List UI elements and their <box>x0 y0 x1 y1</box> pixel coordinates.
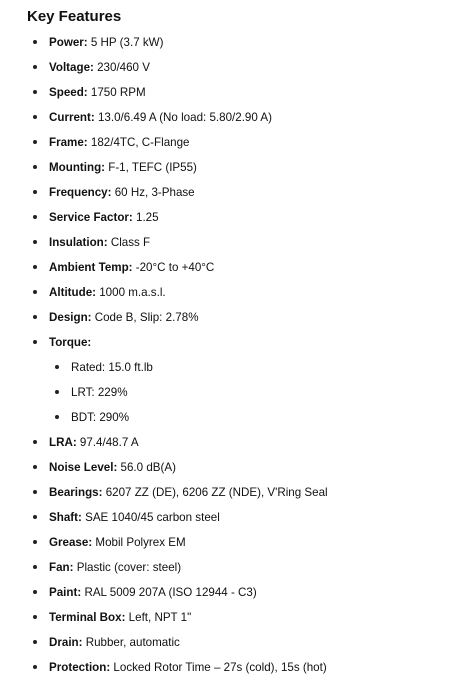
feature-value: Class F <box>107 236 151 249</box>
feature-value: 60 Hz, 3-Phase <box>111 186 195 199</box>
feature-label: Grease: <box>49 536 93 549</box>
sub-list-item-bdt <box>0 405 460 430</box>
bullet-icon <box>33 190 37 194</box>
feature-value: Mobil Polyrex EM <box>92 536 186 549</box>
section-heading: Key Features <box>27 8 122 25</box>
bullet-icon <box>33 640 37 644</box>
bullet-icon <box>33 340 37 344</box>
feature-label: Frame: <box>49 136 88 149</box>
feature-value: 1.25 <box>132 211 159 224</box>
bullet-icon <box>33 115 37 119</box>
features-list <box>0 30 460 680</box>
list-item-design <box>0 305 460 330</box>
feature-value: Plastic (cover: steel) <box>73 561 182 574</box>
list-item-protection <box>0 655 460 680</box>
feature-label: Voltage: <box>49 61 94 74</box>
bullet-icon <box>33 140 37 144</box>
feature-value: 1750 RPM <box>87 86 146 99</box>
list-item-shaft <box>0 505 460 530</box>
bullet-icon <box>33 215 37 219</box>
feature-value: 6207 ZZ (DE), 6206 ZZ (NDE), V'Ring Seal <box>102 486 328 499</box>
list-item-torque <box>0 330 460 355</box>
feature-value: 97.4/48.7 A <box>76 436 139 449</box>
bullet-icon <box>33 40 37 44</box>
feature-label: Noise Level: <box>49 461 118 474</box>
bullet-icon <box>55 390 59 394</box>
feature-label: Protection: <box>49 661 111 674</box>
feature-label: Altitude: <box>49 286 97 299</box>
feature-value: Locked Rotor Time – 27s (cold), 15s (hot) <box>110 661 327 674</box>
feature-value: 56.0 dB(A) <box>117 461 176 474</box>
bullet-icon <box>33 515 37 519</box>
bullet-icon <box>33 590 37 594</box>
feature-value: 230/460 V <box>93 61 150 74</box>
feature-label: Current: <box>49 111 95 124</box>
feature-value: RAL 5009 207A (ISO 12944 - C3) <box>81 586 257 599</box>
feature-value: 182/4TC, C-Flange <box>87 136 190 149</box>
bullet-icon <box>33 240 37 244</box>
list-item-frame <box>0 130 460 155</box>
list-item-insulation <box>0 230 460 255</box>
feature-label: Power: <box>49 36 88 49</box>
list-item-terminal-box <box>0 605 460 630</box>
feature-value: F-1, TEFC (IP55) <box>105 161 197 174</box>
feature-label: Ambient Temp: <box>49 261 133 274</box>
bullet-icon <box>33 65 37 69</box>
list-item-frequency <box>0 180 460 205</box>
feature-value: Code B, Slip: 2.78% <box>91 311 199 324</box>
feature-label: Terminal Box: <box>49 611 126 624</box>
feature-label: LRA: <box>49 436 77 449</box>
bullet-icon <box>33 465 37 469</box>
bullet-icon <box>33 615 37 619</box>
bullet-icon <box>33 315 37 319</box>
bullet-icon <box>33 290 37 294</box>
bullet-icon <box>33 90 37 94</box>
sub-item-text: LRT: 229% <box>71 386 128 399</box>
feature-label: Paint: <box>49 586 82 599</box>
list-item-speed <box>0 80 460 105</box>
sub-list-item-rated <box>0 355 460 380</box>
bullet-icon <box>33 540 37 544</box>
feature-value: -20°C to +40°C <box>132 261 215 274</box>
feature-value: 1000 m.a.s.l. <box>96 286 166 299</box>
list-item-drain <box>0 630 460 655</box>
list-item-grease <box>0 530 460 555</box>
bullet-icon <box>33 565 37 569</box>
list-item-paint <box>0 580 460 605</box>
feature-label: Design: <box>49 311 92 324</box>
list-item-service-factor <box>0 205 460 230</box>
feature-label: Torque: <box>49 336 92 349</box>
feature-label: Shaft: <box>49 511 82 524</box>
bullet-icon <box>33 440 37 444</box>
feature-value: Left, NPT 1" <box>125 611 192 624</box>
sub-item-text: BDT: 290% <box>71 411 129 424</box>
list-item-noise-level <box>0 455 460 480</box>
feature-value: SAE 1040/45 carbon steel <box>81 511 220 524</box>
feature-value: 13.0/6.49 A (No load: 5.80/2.90 A) <box>94 111 272 124</box>
list-item-fan <box>0 555 460 580</box>
list-item-lra <box>0 430 460 455</box>
bullet-icon <box>55 365 59 369</box>
list-item-mounting <box>0 155 460 180</box>
feature-label: Insulation: <box>49 236 108 249</box>
list-item-current <box>0 105 460 130</box>
feature-label: Fan: <box>49 561 74 574</box>
bullet-icon <box>55 415 59 419</box>
list-item-bearings <box>0 480 460 505</box>
feature-label: Frequency: <box>49 186 112 199</box>
bullet-icon <box>33 265 37 269</box>
feature-label: Bearings: <box>49 486 103 499</box>
feature-value: Rubber, automatic <box>82 636 180 649</box>
feature-label: Drain: <box>49 636 83 649</box>
bullet-icon <box>33 490 37 494</box>
list-item-voltage <box>0 55 460 80</box>
feature-value: 5 HP (3.7 kW) <box>87 36 164 49</box>
feature-label: Service Factor: <box>49 211 133 224</box>
sub-item-text: Rated: 15.0 ft.lb <box>71 361 153 374</box>
feature-label: Mounting: <box>49 161 106 174</box>
list-item-ambient-temp <box>0 255 460 280</box>
bullet-icon <box>33 165 37 169</box>
list-item-altitude <box>0 280 460 305</box>
list-item-power <box>0 30 460 55</box>
sub-list-item-lrt <box>0 380 460 405</box>
bullet-icon <box>33 665 37 669</box>
feature-label: Speed: <box>49 86 88 99</box>
